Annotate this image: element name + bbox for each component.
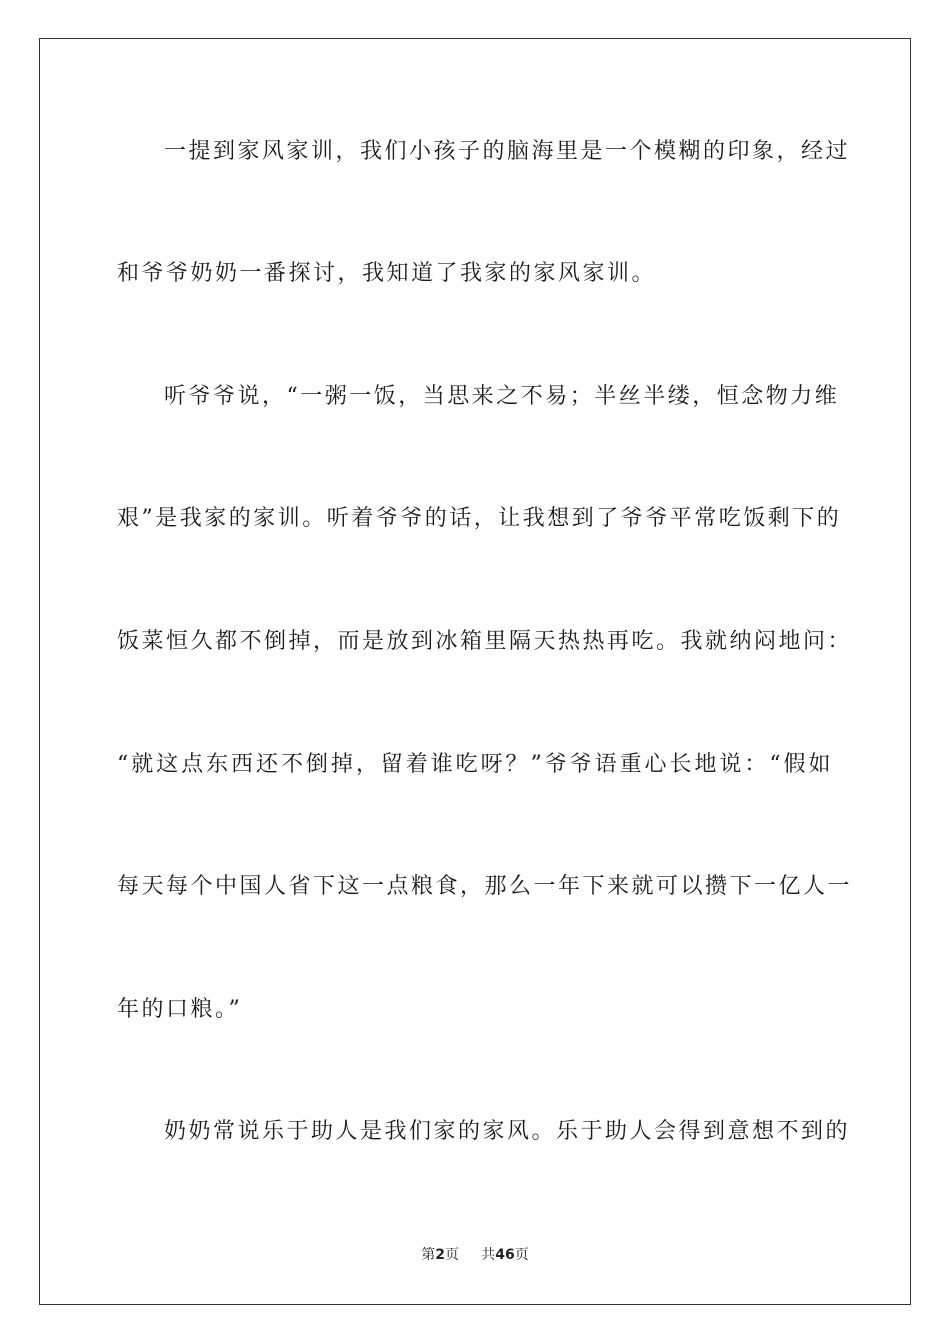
- paragraph-2-line-3: 饭菜恒久都不倒掉，而是放到冰箱里隔天热热再吃。我就纳闷地问：: [117, 629, 853, 654]
- total-pages-label: [481, 1247, 528, 1263]
- paragraph-2-line-4: “就这点东西还不倒掉，留着谁吃呀？”爷爷语重心长地说：“假如: [117, 752, 833, 777]
- page-border: [39, 38, 911, 1305]
- paragraph-3-line-1: 奶奶常说乐于助人是我们家的家风。乐于助人会得到意想不到的: [164, 1119, 851, 1144]
- paragraph-1-line-2: 和爷爷奶奶一番探讨，我知道了我家的家风家训。: [117, 261, 657, 286]
- paragraph-2-line-6: 年的口粮。”: [117, 997, 243, 1022]
- page-prefix: 第: [421, 1247, 436, 1263]
- paragraph-2-line-1: 听爷爷说，“一粥一饭，当思来之不易；半丝半缕，恒念物力维: [164, 384, 840, 409]
- paragraph-1-line-1: 一提到家风家训，我们小孩子的脑海里是一个模糊的印象，经过: [164, 139, 851, 164]
- page-footer: [0, 1245, 950, 1265]
- page-suffix: 页: [445, 1247, 459, 1263]
- total-suffix: 页: [514, 1247, 529, 1263]
- paragraph-2-line-2: 艰”是我家的家训。听着爷爷的话，让我想到了爷爷平常吃饭剩下的: [117, 506, 842, 531]
- paragraph-2-line-5: 每天每个中国人省下这一点粮食，那么一年下来就可以攒下一亿人一: [117, 874, 853, 899]
- total-prefix: 共: [481, 1247, 496, 1263]
- total-pages: 46: [495, 1247, 515, 1263]
- page-number-label: [421, 1247, 459, 1263]
- page-number: 2: [435, 1247, 445, 1263]
